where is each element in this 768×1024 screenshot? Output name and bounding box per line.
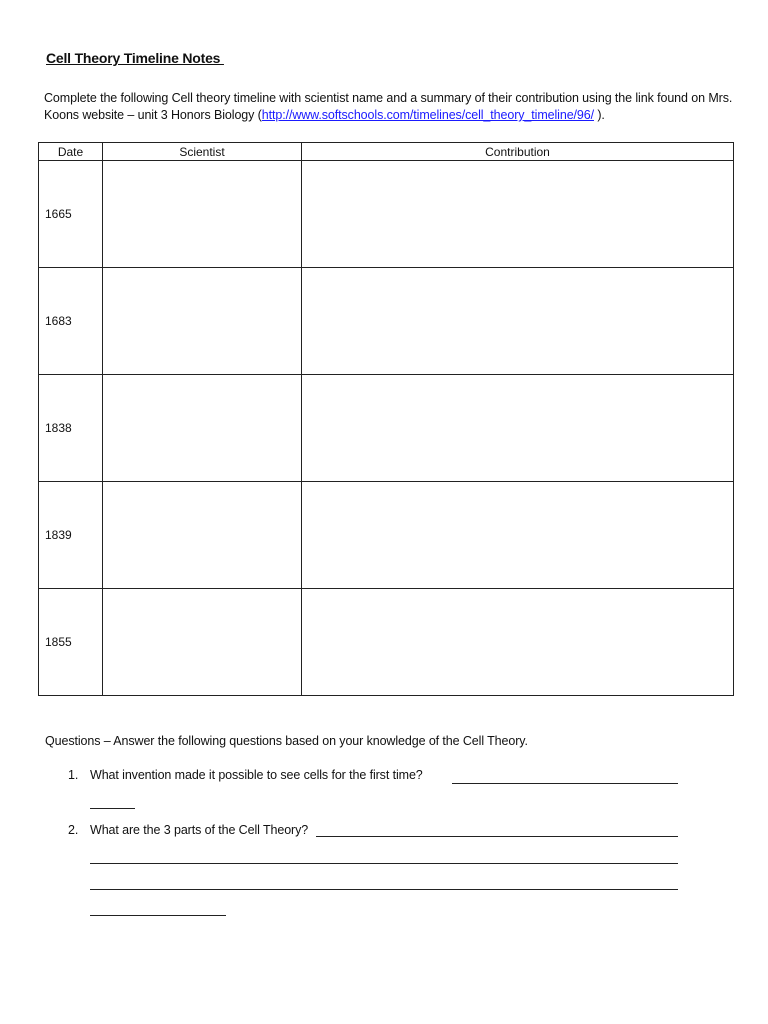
scientist-cell[interactable] <box>103 268 302 375</box>
instructions-paragraph <box>44 90 734 124</box>
date-cell: 1838 <box>39 375 103 482</box>
contribution-cell[interactable] <box>302 268 734 375</box>
page-title: Cell Theory Timeline Notes <box>46 50 224 66</box>
timeline-link[interactable]: http://www.softschools.com/timelines/cell_theory_timeline/96/ <box>261 108 594 122</box>
contribution-header: Contribution <box>302 143 734 161</box>
question-number: 1. <box>68 768 79 782</box>
date-cell: 1855 <box>39 589 103 696</box>
date-cell: 1665 <box>39 161 103 268</box>
scientist-header: Scientist <box>103 143 302 161</box>
instructions-end: ). <box>594 108 605 122</box>
table-row <box>39 375 734 482</box>
table-row <box>39 482 734 589</box>
contribution-cell[interactable] <box>302 589 734 696</box>
question-number: 2. <box>68 823 79 837</box>
date-cell: 1683 <box>39 268 103 375</box>
answer-line-2c[interactable] <box>90 889 678 890</box>
contribution-cell[interactable] <box>302 482 734 589</box>
scientist-cell[interactable] <box>103 589 302 696</box>
answer-line-2a[interactable] <box>316 836 678 837</box>
instructions-text: Complete the following Cell theory timeline with scientist name and a summary of their contribution using the link found on Mrs. Koons website – unit 3 Honors Biology ( <box>44 91 733 122</box>
date-cell: 1839 <box>39 482 103 589</box>
table-row <box>39 589 734 696</box>
answer-line-1b[interactable] <box>90 808 135 809</box>
answer-line-2d[interactable] <box>90 915 226 916</box>
table-row <box>39 161 734 268</box>
contribution-cell[interactable] <box>302 375 734 482</box>
table-header-row <box>39 143 734 161</box>
scientist-cell[interactable] <box>103 482 302 589</box>
scientist-cell[interactable] <box>103 161 302 268</box>
scientist-cell[interactable] <box>103 375 302 482</box>
timeline-table <box>38 142 734 696</box>
table-row <box>39 268 734 375</box>
questions-heading: Questions – Answer the following questions based on your knowledge of the Cell Theory. <box>45 734 528 748</box>
question-text: What invention made it possible to see cells for the first time? <box>90 768 423 782</box>
answer-line-1a[interactable] <box>452 783 678 784</box>
question-text: What are the 3 parts of the Cell Theory? <box>90 823 309 837</box>
contribution-cell[interactable] <box>302 161 734 268</box>
answer-line-2b[interactable] <box>90 863 678 864</box>
date-header: Date <box>39 143 103 161</box>
